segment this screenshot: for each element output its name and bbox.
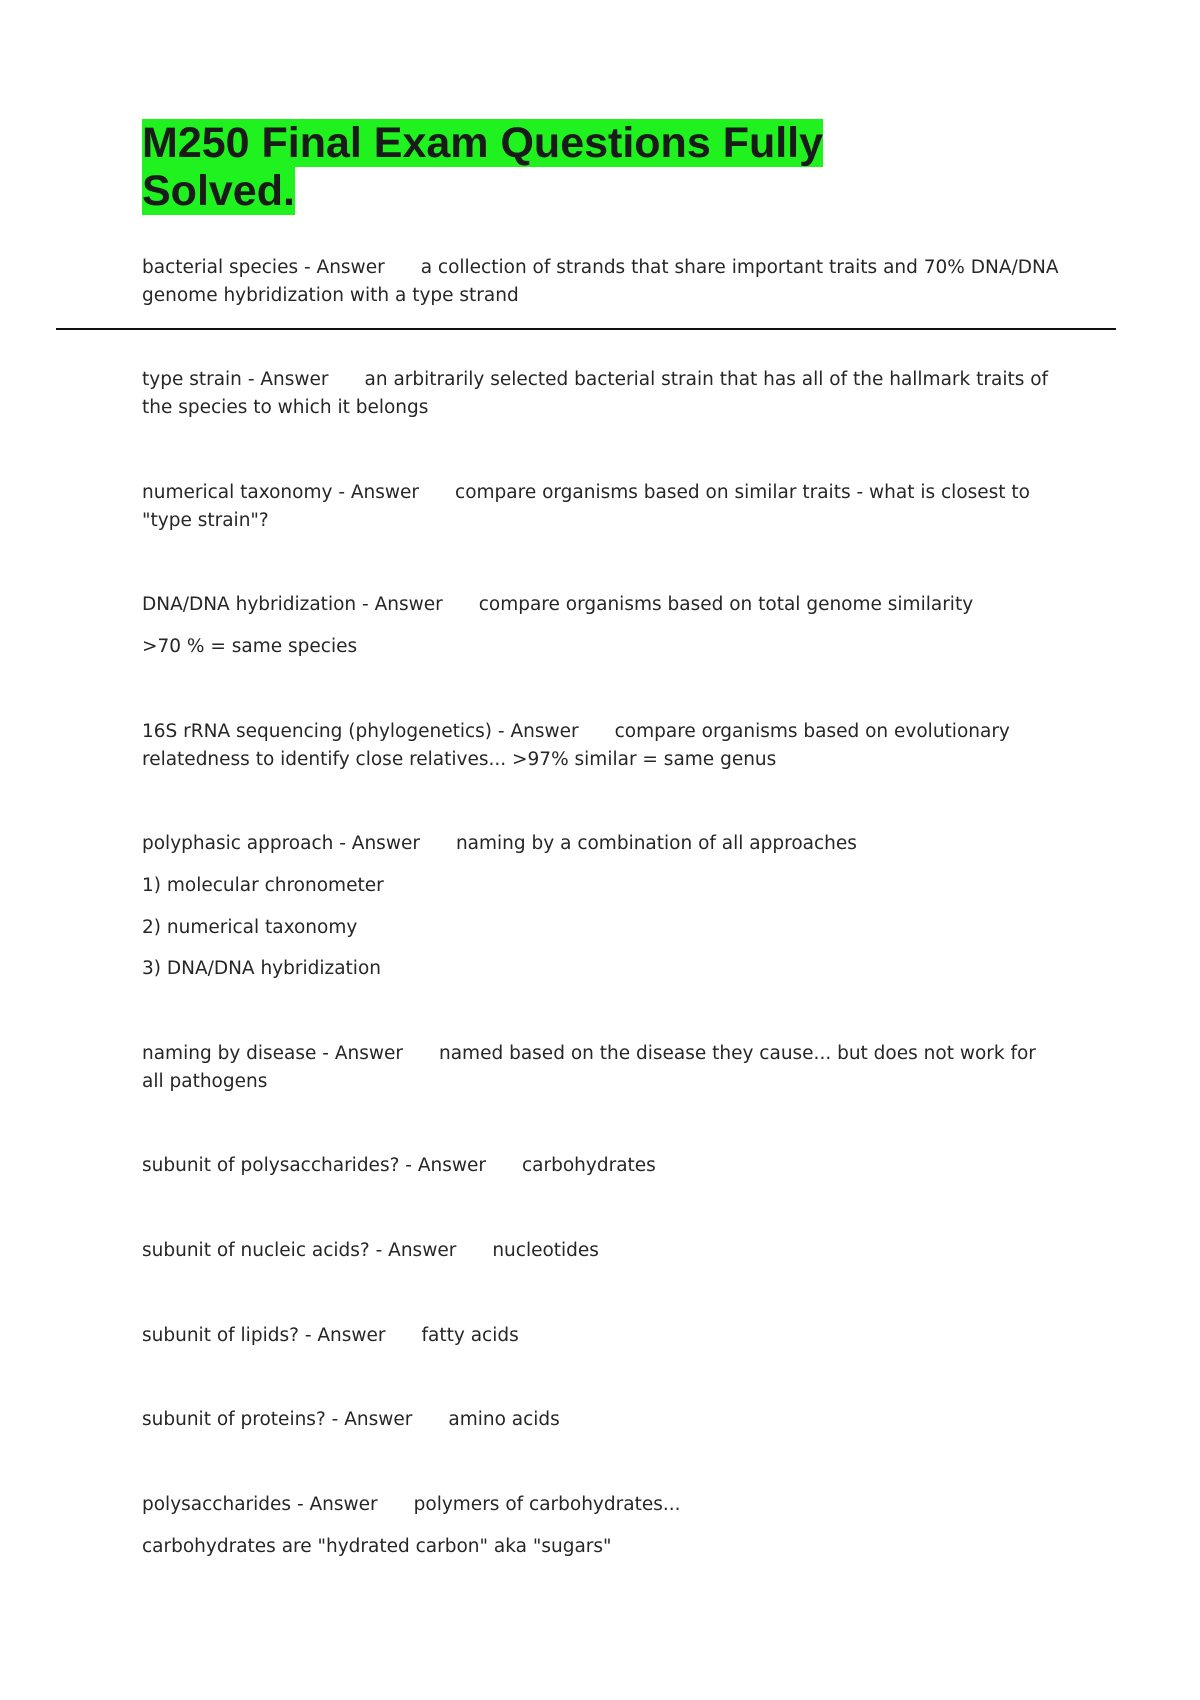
qa-separator: - Answer <box>331 1409 413 1430</box>
qa-extra-line: carbohydrates are "hydrated carbon" aka "sugars" <box>142 1536 612 1557</box>
qa-term: numerical taxonomy <box>142 482 333 503</box>
qa-item <box>142 591 1062 619</box>
qa-extra-line: 1) molecular chronometer <box>142 875 384 896</box>
qa-answer: naming by a combination of all approaches <box>455 833 857 854</box>
qa-answer: compare organisms based on similar traits - what is closest to "type strain"? <box>142 482 1031 531</box>
qa-separator: - Answer <box>303 257 385 278</box>
qa-term: polysaccharides <box>142 1494 292 1515</box>
qa-item <box>142 254 1062 310</box>
qa-separator: - Answer <box>362 594 443 615</box>
qa-answer: amino acids <box>448 1409 560 1430</box>
qa-answer: fatty acids <box>421 1325 519 1346</box>
qa-answer: nucleotides <box>492 1240 599 1261</box>
qa-extra-line: 3) DNA/DNA hybridization <box>142 958 381 979</box>
qa-item <box>142 1152 1062 1180</box>
qa-separator: - Answer <box>339 833 420 854</box>
qa-separator: - Answer <box>405 1155 486 1176</box>
qa-extra-line: >70 % = same species <box>142 636 358 657</box>
qa-answer: polymers of carbohydrates... <box>413 1494 681 1515</box>
qa-answer: compare organisms based on total genome similarity <box>478 594 974 615</box>
title-highlight: M250 Final Exam Questions Fully Solved. <box>142 119 824 215</box>
qa-term: subunit of nucleic acids? <box>142 1240 370 1261</box>
qa-term: subunit of polysaccharides? <box>142 1155 400 1176</box>
qa-term: 16S rRNA sequencing (phylogenetics) <box>142 721 493 742</box>
qa-separator: - Answer <box>247 369 329 390</box>
qa-separator: - Answer <box>497 721 579 742</box>
qa-term: subunit of proteins? <box>142 1409 326 1430</box>
section-divider <box>56 328 1116 330</box>
qa-extra-line: 2) numerical taxonomy <box>142 917 358 938</box>
qa-term: subunit of lipids? <box>142 1325 299 1346</box>
document-title <box>142 119 972 215</box>
qa-term: type strain <box>142 369 242 390</box>
qa-separator: - Answer <box>296 1494 378 1515</box>
qa-separator: - Answer <box>375 1240 457 1261</box>
qa-item <box>142 1322 1062 1350</box>
qa-answer: compare organisms based on evolutionary relatedness to identify close relatives... >97% similar = same genus <box>142 721 1010 770</box>
qa-item <box>142 1237 1062 1265</box>
qa-item <box>142 830 1062 858</box>
qa-item <box>142 1406 1062 1434</box>
qa-term: naming by disease <box>142 1043 317 1064</box>
qa-answer: an arbitrarily selected bacterial strain that has all of the hallmark traits of the species to which it belongs <box>142 369 1049 418</box>
qa-item <box>142 1491 1062 1519</box>
qa-term: polyphasic approach <box>142 833 334 854</box>
qa-answer: a collection of strands that share important traits and 70% DNA/DNA genome hybridization with a type strand <box>142 257 1059 306</box>
qa-term: DNA/DNA hybridization <box>142 594 357 615</box>
qa-separator: - Answer <box>322 1043 403 1064</box>
qa-term: bacterial species <box>142 257 299 278</box>
qa-item <box>142 366 1062 422</box>
qa-answer: named based on the disease they cause... but does not work for all pathogens <box>142 1043 1036 1092</box>
qa-item <box>142 718 1062 774</box>
qa-item <box>142 479 1062 535</box>
qa-separator: - Answer <box>338 482 420 503</box>
qa-answer: carbohydrates <box>522 1155 656 1176</box>
qa-item <box>142 1040 1062 1096</box>
qa-separator: - Answer <box>304 1325 386 1346</box>
